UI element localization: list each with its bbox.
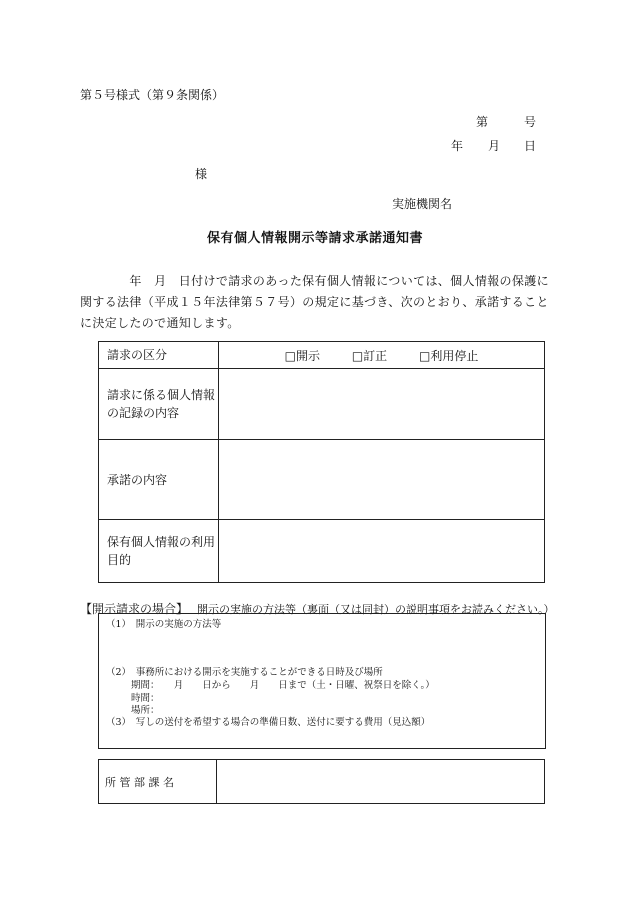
disclosure-item-1: （1） 開示の実施の方法等 [106, 619, 222, 630]
approval-content-label: 承諾の内容 [99, 440, 219, 520]
table-row [99, 520, 545, 583]
purpose-label: 保有個人情報の利用目的 [99, 520, 219, 583]
option-disclosure[interactable]: □開示 [284, 348, 320, 363]
purpose-value [219, 520, 545, 583]
department-table [98, 759, 545, 804]
document-title: 保有個人情報開示等請求承諾通知書 [207, 231, 424, 246]
date-day: 日 [524, 139, 537, 153]
record-content-value [219, 369, 545, 440]
disclosure-place: 場所： [131, 705, 160, 716]
disclosure-item-2: （2） 事務所における開示を実施することができる日時及び場所 [106, 667, 383, 678]
record-content-label: 請求に係る個人情報の記録の内容 [99, 369, 219, 440]
request-type-options [219, 342, 545, 369]
option-correction[interactable]: □訂正 [351, 348, 388, 363]
table-row [99, 369, 545, 440]
agency-label: 実施機関名 [392, 197, 453, 211]
table-row [99, 440, 545, 520]
disclosure-heading-note: 開示の実施の方法等（裏面（又は同封）の説明事項をお読みください。） [197, 603, 555, 616]
department-label: 所 管 部 課 名 [99, 760, 217, 804]
disclosure-item-3: （3） 写しの送付を希望する場合の準備日数、送付に要する費用（見込額） [106, 717, 431, 728]
date-month: 月 [488, 139, 501, 153]
disclosure-period: 期間： 月 日から 月 日まで（土・日曜、祝祭日を除く。） [131, 680, 435, 691]
table-row [99, 760, 545, 804]
doc-number-suffix: 号 [524, 115, 537, 129]
option-suspension[interactable]: □利用停止 [419, 348, 479, 363]
request-type-label: 請求の区分 [99, 342, 219, 369]
intro-paragraph: 年 月 日付けで請求のあった保有個人情報については、個人情報の保護に関する法律（平成１５年法律第５７号）の規定に基づき、次のとおり、承諾することに決定したので通知します。 [80, 274, 549, 330]
table-row [99, 342, 545, 369]
department-value [217, 760, 545, 804]
date-year: 年 [451, 139, 464, 153]
doc-number-prefix: 第 [476, 115, 489, 129]
approval-content-value [219, 440, 545, 520]
form-id: 第５号様式（第９条関係） [80, 88, 225, 102]
disclosure-heading: 【開示請求の場合】 [80, 602, 189, 616]
disclosure-time: 時間： [131, 693, 160, 704]
request-table [98, 341, 545, 583]
addressee-suffix: 様 [195, 167, 208, 181]
